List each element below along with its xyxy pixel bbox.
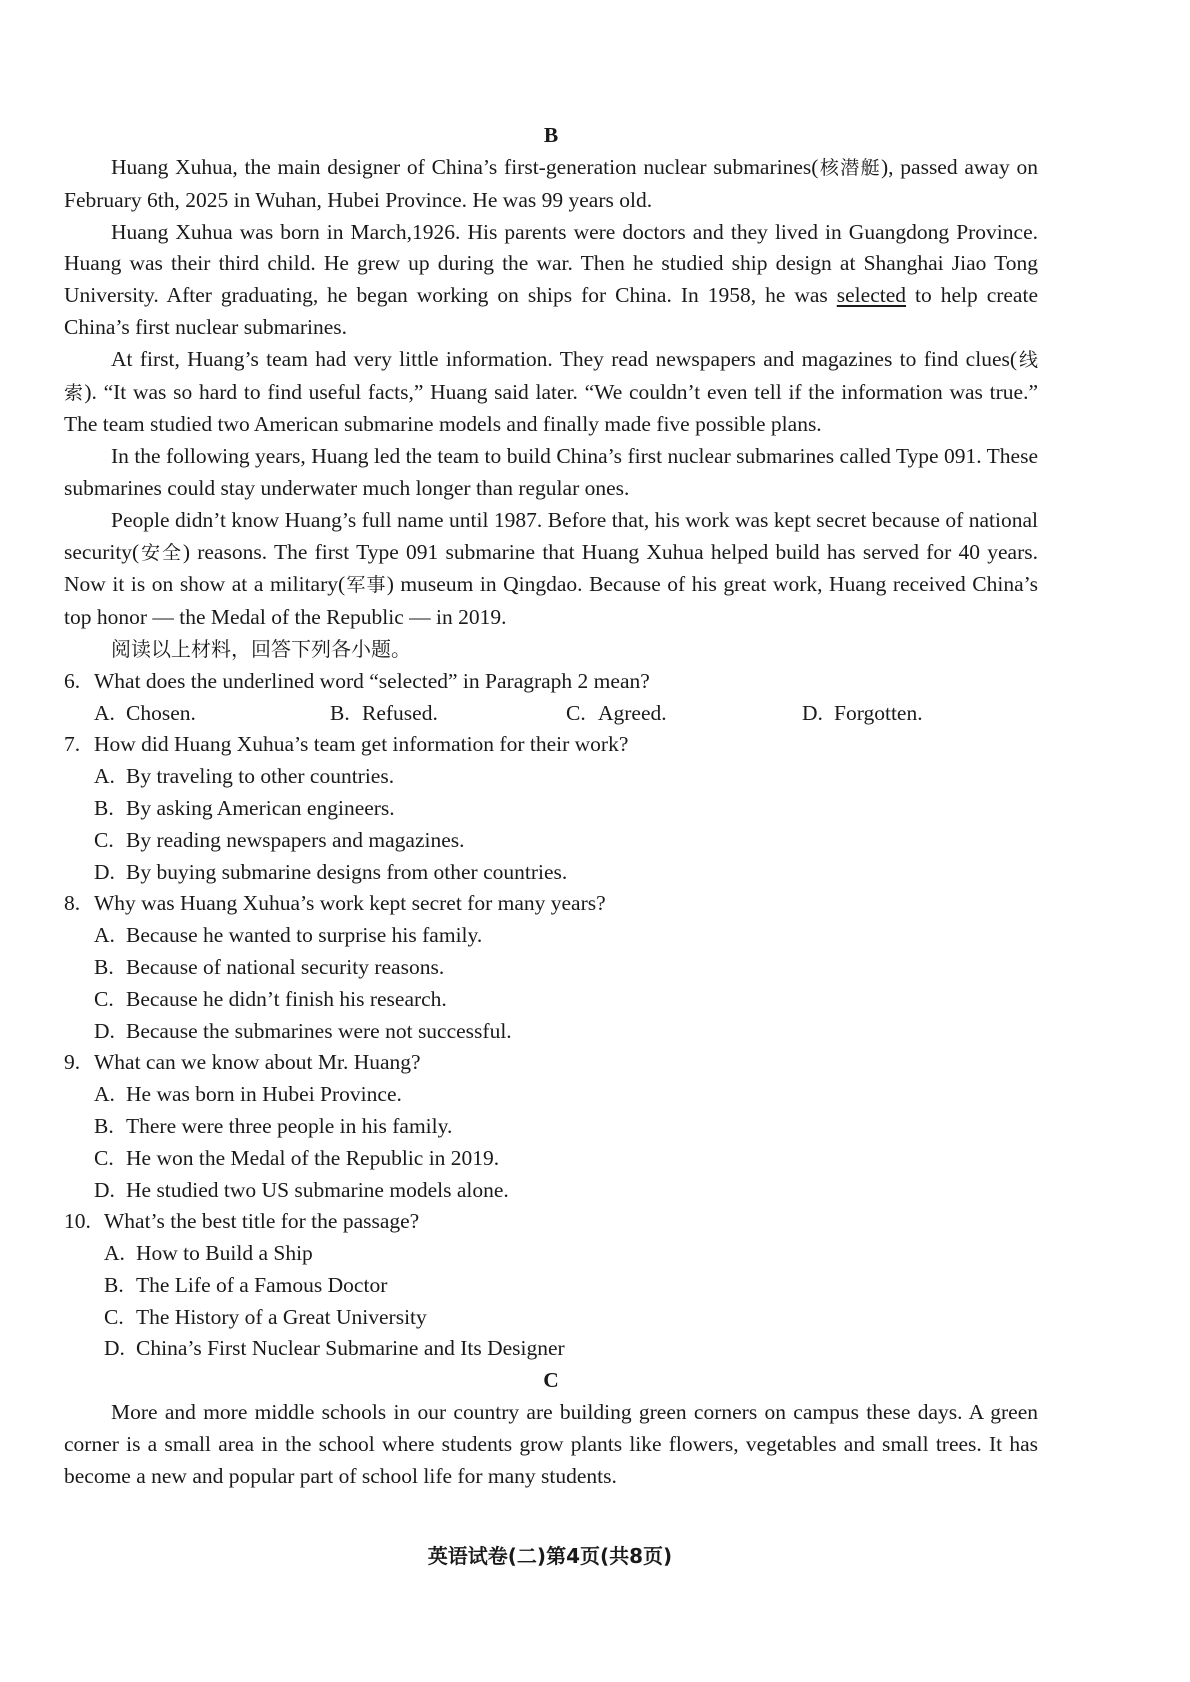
option-d[interactable] [94, 1175, 1038, 1207]
paragraph-text: In the following years, Huang led the team to build China’s first nuclear submarines called Type 091. These submarines could stay underwater much longer than regular ones. [64, 444, 1038, 500]
option-text: Because he didn’t finish his research. [126, 986, 447, 1011]
paragraph-text: ). “It was so hard to find useful facts,” Huang said later. “We couldn’t even tell if the information was true.” The team studied two American submarine models and finally made five possible plans. [64, 379, 1038, 437]
option-text: Because he wanted to surprise his family. [126, 923, 483, 948]
option-a[interactable] [94, 761, 1038, 793]
question-stem [64, 1206, 1038, 1238]
option-d[interactable] [94, 857, 1038, 889]
option-d[interactable] [94, 1016, 1038, 1048]
option-a[interactable] [94, 1079, 1038, 1111]
option-a[interactable] [94, 698, 330, 730]
option-letter: D. [94, 1018, 115, 1043]
option-c[interactable] [94, 825, 1038, 857]
option-text: The History of a Great University [136, 1304, 427, 1329]
section-b-title: B [543, 123, 559, 147]
option-letter: A. [94, 923, 115, 948]
option-c[interactable] [104, 1302, 1038, 1334]
option-text: Chosen. [126, 700, 196, 725]
chinese-gloss: 线索 [64, 348, 1038, 404]
options-list [64, 761, 1038, 888]
passage-c-paragraph-1: More and more middle schools in our country are building green corners on campus these days. A green corner is a small area in the school where students grow plants like flowers, vegetables and small trees. It has become a new and popular part of school life for many students. [64, 1400, 1038, 1488]
option-letter: D. [94, 1177, 115, 1202]
option-c[interactable] [566, 698, 802, 730]
question-stem [64, 729, 1038, 761]
question-number: 9. [64, 1050, 81, 1075]
option-letter: C. [94, 986, 114, 1011]
option-letter: C. [566, 700, 586, 725]
option-letter: B. [104, 1272, 124, 1297]
options-list [64, 1238, 1038, 1365]
paragraph-text: Huang Xuhua was born in March,1926. His parents were doctors and they lived in Guangdong Province. Huang was their third child. He grew up during the war. Then he studied ship design at Shanghai Jiao Tong University. After graduating, he began working on ships for China. In 1958, he was [64, 219, 1038, 308]
question-number: 10. [64, 1209, 91, 1234]
option-d[interactable] [802, 698, 1038, 730]
passage-paragraph-1 [64, 152, 1038, 217]
option-b[interactable] [94, 1111, 1038, 1143]
question-text: What can we know about Mr. Huang? [94, 1050, 421, 1075]
option-a[interactable] [104, 1238, 1038, 1270]
option-text: He studied two US submarine models alone. [126, 1177, 509, 1202]
question-7 [64, 729, 1038, 888]
option-text: He won the Medal of the Republic in 2019. [126, 1145, 500, 1170]
option-text: The Life of a Famous Doctor [136, 1272, 388, 1297]
question-stem [64, 666, 1038, 698]
passage-paragraph-3 [64, 344, 1038, 441]
option-d[interactable] [104, 1333, 1038, 1365]
question-number: 8. [64, 891, 81, 916]
question-stem [64, 1047, 1038, 1079]
chinese-gloss: 核潜艇 [818, 157, 881, 179]
option-letter: D. [94, 859, 115, 884]
option-b[interactable] [104, 1270, 1038, 1302]
option-text: How to Build a Ship [136, 1241, 313, 1266]
paragraph-text: ), passed away on February 6th, 2025 in Wuhan, Hubei Province. He was 99 years old. [64, 155, 1038, 212]
page-footer: 英语试卷(二)第4页(共8页) [427, 1544, 673, 1568]
paragraph-text: Huang Xuhua, the main designer of China’s first-generation nuclear submarines( [111, 155, 819, 179]
question-10 [64, 1206, 1038, 1365]
option-letter: A. [94, 700, 115, 725]
option-c[interactable] [94, 984, 1038, 1016]
option-letter: B. [94, 954, 114, 979]
option-text: There were three people in his family. [126, 1113, 453, 1138]
paragraph-text: People didn’t know Huang’s full name until 1987. Before that, his work was kept secret because of national security( [64, 507, 1038, 564]
option-text: By reading newspapers and magazines. [126, 827, 465, 852]
option-b[interactable] [330, 698, 566, 730]
option-a[interactable] [94, 920, 1038, 952]
option-text: Because the submarines were not successful. [126, 1018, 512, 1043]
option-letter: A. [104, 1241, 125, 1266]
options-list [64, 920, 1038, 1047]
option-letter: B. [94, 795, 114, 820]
question-text: How did Huang Xuhua’s team get information for their work? [94, 732, 629, 757]
section-c-title: C [543, 1368, 559, 1393]
instruction-text: 阅读以上材料，回答下列各小题。 [111, 636, 411, 661]
option-b[interactable] [94, 793, 1038, 825]
option-text: Forgotten. [834, 700, 923, 725]
question-number: 6. [64, 668, 81, 693]
question-8 [64, 888, 1038, 1047]
option-b[interactable] [94, 952, 1038, 984]
option-letter: B. [94, 1113, 114, 1138]
option-c[interactable] [94, 1143, 1038, 1175]
passage-paragraph-2 [64, 217, 1038, 344]
paragraph-text: ) museum in Qingdao. Because of his great work, Huang received China’s top honor — the Medal of the Republic — in 2019. [64, 572, 1038, 630]
option-letter: D. [104, 1336, 125, 1361]
question-number: 7. [64, 732, 81, 757]
option-letter: A. [94, 1082, 115, 1107]
passage-paragraph-4 [64, 441, 1038, 505]
option-letter: B. [330, 700, 350, 725]
option-text: By traveling to other countries. [126, 764, 395, 789]
paragraph-text: ) reasons. The first Type 091 submarine that Huang Xuhua helped build has served for 40 years. Now it is on show at a military( [64, 539, 1038, 597]
chinese-gloss: 安全 [139, 541, 183, 564]
question-stem [64, 888, 1038, 920]
option-letter: D. [802, 700, 823, 725]
option-text: China’s First Nuclear Submarine and Its Designer [136, 1336, 565, 1361]
underlined-word: selected [836, 283, 907, 308]
option-letter: C. [94, 827, 114, 852]
paragraph-text: At first, Huang’s team had very little information. They read newspapers and magazines to find clues( [111, 346, 1018, 371]
passage-paragraph-5 [64, 505, 1038, 634]
option-letter: C. [104, 1304, 124, 1329]
question-9 [64, 1047, 1038, 1206]
page-content [64, 120, 1038, 1493]
question-text: What does the underlined word “selected” in Paragraph 2 mean? [94, 668, 650, 693]
option-letter: A. [94, 764, 115, 789]
options-row [64, 698, 1038, 730]
option-text: He was born in Hubei Province. [126, 1082, 402, 1107]
option-text: Agreed. [598, 700, 667, 725]
options-list [64, 1079, 1038, 1206]
question-text: What’s the best title for the passage? [104, 1209, 420, 1234]
option-text: By asking American engineers. [126, 795, 395, 820]
question-text: Why was Huang Xuhua’s work kept secret for many years? [94, 891, 606, 916]
option-text: Refused. [362, 700, 438, 725]
option-letter: C. [94, 1145, 114, 1170]
question-6 [64, 666, 1038, 730]
option-text: Because of national security reasons. [126, 954, 445, 979]
paragraph-text: to help create China’s first nuclear submarines. [64, 283, 1038, 339]
chinese-gloss: 军事 [345, 574, 387, 597]
option-text: By buying submarine designs from other countries. [126, 859, 568, 884]
